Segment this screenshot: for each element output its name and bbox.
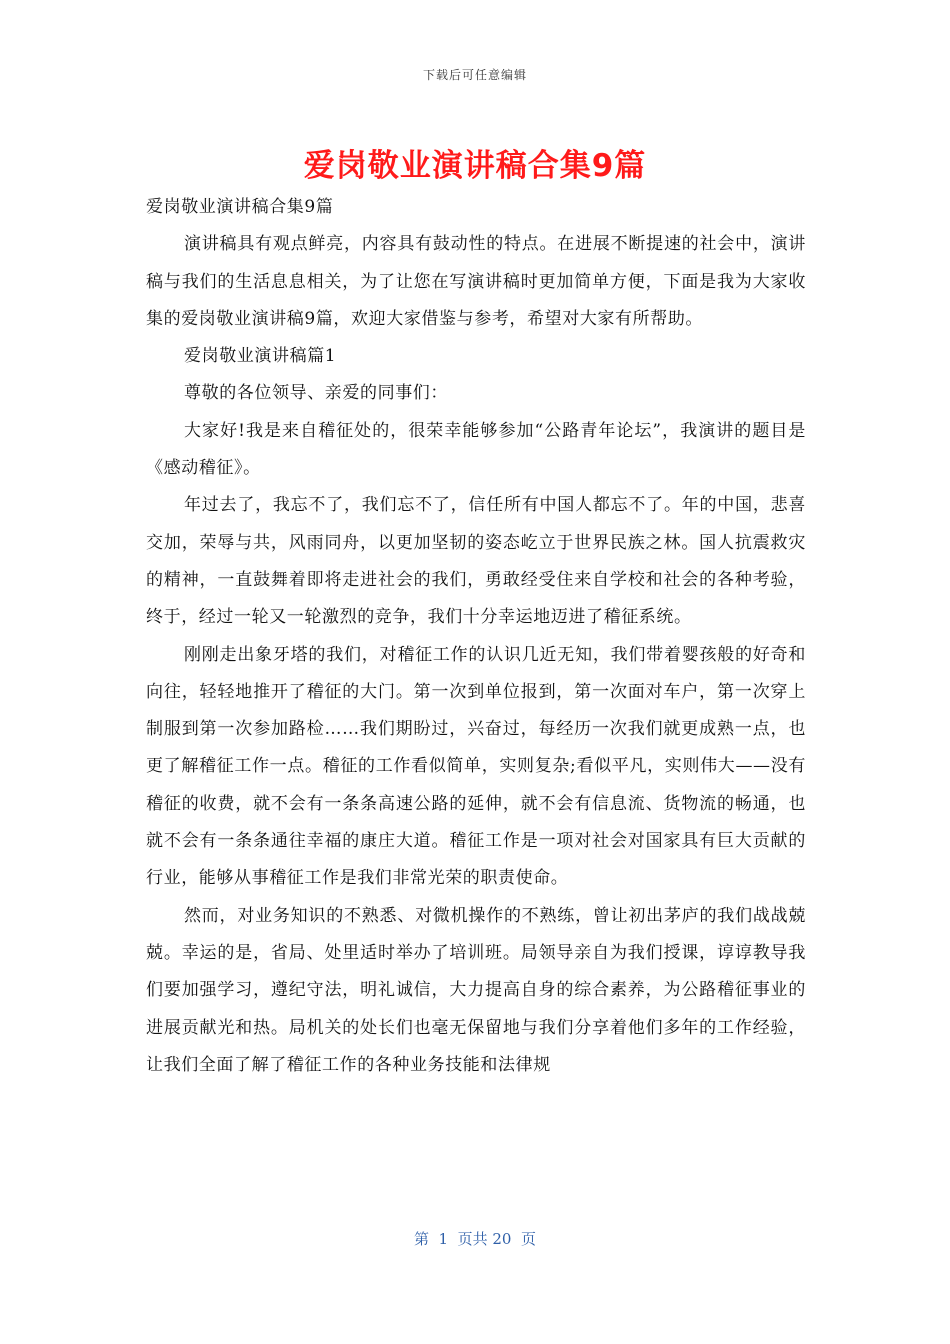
- document-body: [146, 189, 806, 1084]
- header-note: 下载后可任意编辑: [422, 68, 527, 82]
- paragraph-greeting: 大家好!我是来自稽征处的，很荣幸能够参加“公路青年论坛”，我演讲的题目是《感动稽征》。: [146, 420, 806, 479]
- salutation: 尊敬的各位领导、亲爱的同事们：: [184, 383, 448, 404]
- paragraph-year: 年过去了，我忘不了，我们忘不了，信任所有中国人都忘不了。年的中国，悲喜交加，荣辱与共，风雨同舟，以更加坚韧的姿态屹立于世界民族之林。国人抗震救灾的精神，一直鼓舞着即将走进社会的我们，勇敢经受住来自学校和社会的各种考验，终于，经过一轮又一轮激烈的竞争，我们十分幸运地迈进了稽征系统。: [146, 495, 806, 628]
- paragraph-intro: 演讲稿具有观点鲜亮，内容具有鼓动性的特点。在进展不断提速的社会中，演讲稿与我们的生活息息相关，为了让您在写演讲稿时更加简单方便，下面是我为大家收集的爱岗敬业演讲稿9篇，欢迎大家借鉴与参考，希望对大家有所帮助。: [146, 234, 806, 329]
- document-title: 爱岗敬业演讲稿合集9篇: [303, 148, 647, 184]
- page-footer: 第 1 页共 20 页: [413, 1230, 536, 1248]
- paragraph-ivory-tower: 刚刚走出象牙塔的我们，对稽征工作的认识几近无知，我们带着婴孩般的好奇和向往，轻轻地推开了稽征的大门。第一次到单位报到，第一次面对车户，第一次穿上制服到第一次参加路检……我们期盼过，兴奋过，每经历一次我们就更成熟一点，也更了解稽征工作一点。稽征的工作看似简单，实则复杂;看似平凡，实则伟大——没有稽征的收费，就不会有一条条高速公路的延伸，就不会有信息流、货物流的畅通，也就不会有一条条通往幸福的康庄大道。稽征工作是一项对社会对国家具有巨大贡献的行业，能够从事稽征工作是我们非常光荣的职责使命。: [146, 644, 806, 889]
- subtitle-line: 爱岗敬业演讲稿合集9篇: [146, 197, 334, 217]
- paragraph-training: 然而，对业务知识的不熟悉、对微机操作的不熟练，曾让初出茅庐的我们战战兢兢。幸运的是，省局、处里适时举办了培训班。局领导亲自为我们授课，谆谆教导我们要加强学习，遵纪守法，明礼诚信，大力提高自身的综合素养，为公路稽征事业的进展贡献光和热。局机关的处长们也毫无保留地与我们分享着他们多年的工作经验，让我们全面了解了稽征工作的各种业务技能和法律规: [146, 905, 806, 1075]
- section-heading: 爱岗敬业演讲稿篇1: [184, 346, 337, 367]
